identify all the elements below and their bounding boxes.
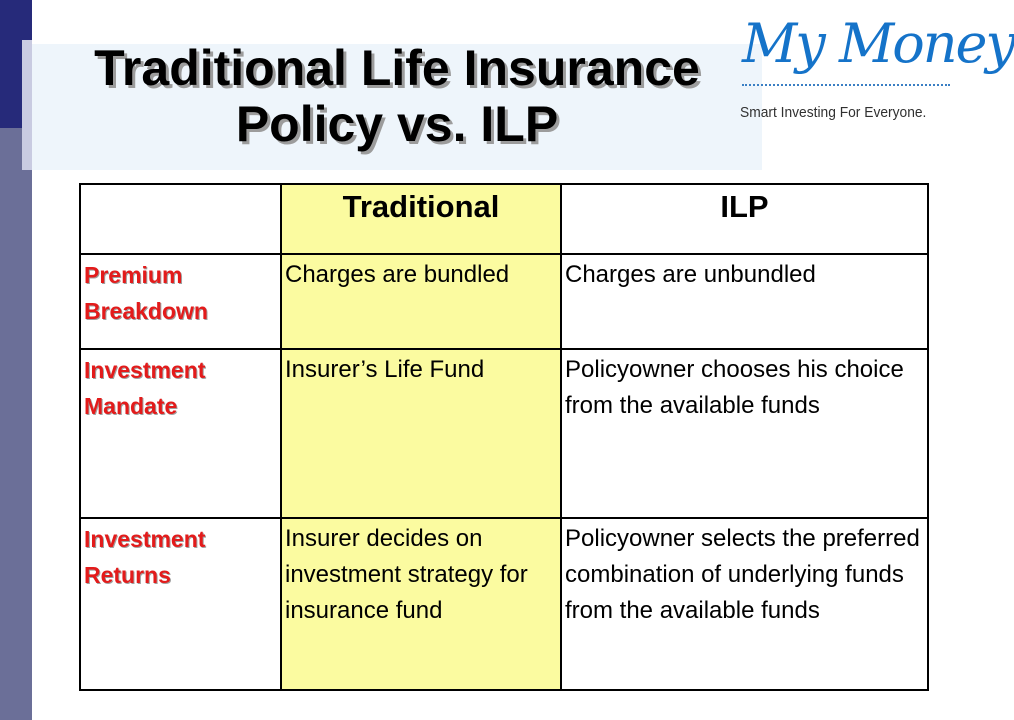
header-traditional: Traditional xyxy=(281,184,561,254)
table-row xyxy=(80,254,928,349)
row-label: Investment Mandate xyxy=(80,349,281,518)
traditional-cell: Insurer’s Life Fund xyxy=(281,349,561,518)
header-blank-cell xyxy=(80,184,281,254)
row-label: Investment Returns xyxy=(80,518,281,690)
sidebar-bar xyxy=(0,128,32,720)
traditional-cell: Insurer decides on investment strategy for insurance fund xyxy=(281,518,561,690)
ilp-cell: Policyowner chooses his choice from the available funds xyxy=(561,349,928,518)
title-line-1: Traditional Life Insurance xyxy=(94,40,700,96)
table-header-row xyxy=(80,184,928,254)
logo-wordmark: My Money xyxy=(742,12,1014,75)
ilp-cell: Policyowner selects the preferred combination of underlying funds from the available funds xyxy=(561,518,928,690)
ilp-cell: Charges are unbundled xyxy=(561,254,928,349)
header-ilp: ILP xyxy=(561,184,928,254)
table-row xyxy=(80,349,928,518)
title-line-2: Policy vs. ILP xyxy=(235,96,559,152)
table-row xyxy=(80,518,928,690)
sidebar-accent xyxy=(22,40,32,170)
logo-dotted-divider xyxy=(742,84,950,86)
logo-tagline: Smart Investing For Everyone. xyxy=(740,104,927,121)
page-title xyxy=(32,40,762,152)
row-label: Premium Breakdown xyxy=(80,254,281,349)
brand-logo xyxy=(736,10,1014,130)
comparison-table xyxy=(79,183,929,691)
traditional-cell: Charges are bundled xyxy=(281,254,561,349)
